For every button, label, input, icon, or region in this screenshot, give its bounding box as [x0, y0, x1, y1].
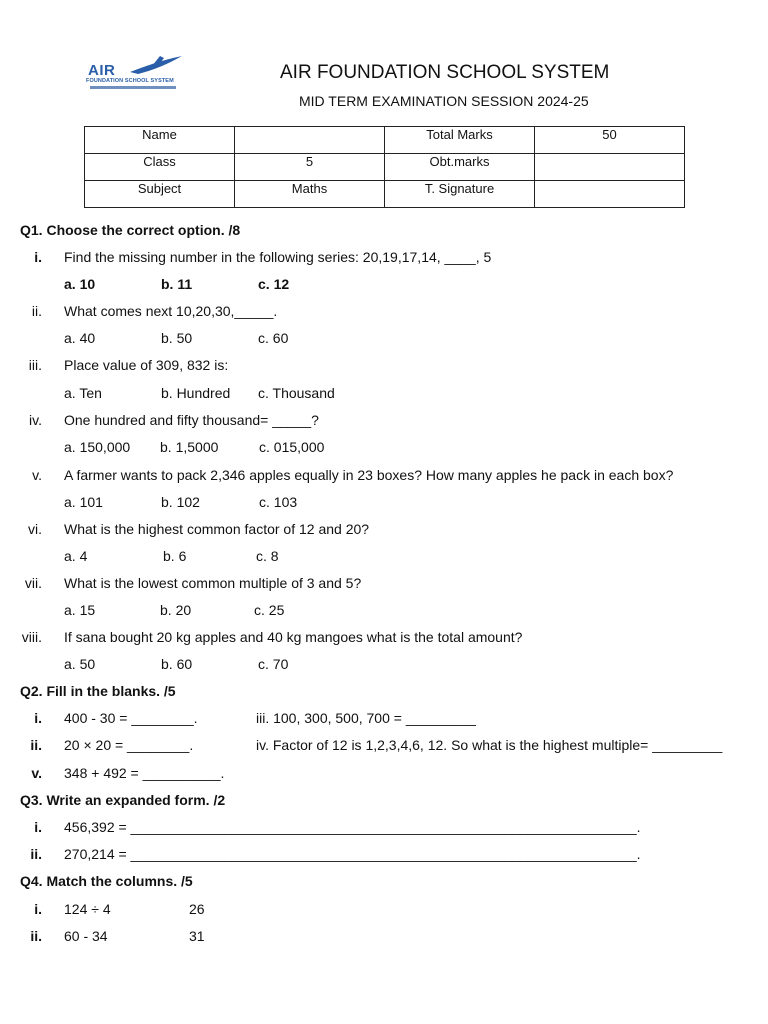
question-text: What is the lowest common multiple of 3 and 5? — [64, 575, 362, 591]
option-c[interactable]: c. 103 — [259, 494, 298, 510]
info-row — [85, 127, 685, 154]
logo-subline — [90, 86, 176, 89]
signature-field[interactable] — [535, 181, 685, 208]
blank-question[interactable]: 348 + 492 = __________. — [64, 765, 225, 781]
q1-heading: Q1. Choose the correct option. /8 — [20, 222, 241, 238]
question-number: vi. — [28, 521, 42, 537]
question-text: What comes next 10,20,30,_____. — [64, 303, 278, 319]
option-a[interactable]: a. 15 — [64, 602, 96, 618]
info-row — [85, 154, 685, 181]
name-field[interactable] — [235, 127, 385, 154]
info-cell: Obt.marks — [385, 154, 535, 181]
info-row — [85, 181, 685, 208]
question-number: ii. — [30, 928, 42, 944]
obt-marks-field[interactable] — [535, 154, 685, 181]
info-cell: 50 — [535, 127, 685, 154]
option-b[interactable]: b. 102 — [161, 494, 200, 510]
question-text: A farmer wants to pack 2,346 apples equally in 23 boxes? How many apples he pack in each box? — [64, 467, 674, 483]
question-number: v. — [32, 467, 42, 483]
option-b[interactable]: b. Hundred — [161, 385, 231, 401]
info-cell: Class — [85, 154, 235, 181]
logo-tagline: FOUNDATION SCHOOL SYSTEM — [86, 78, 174, 84]
match-right: 26 — [189, 901, 205, 917]
option-c[interactable]: c. 12 — [258, 276, 290, 292]
option-b[interactable]: b. 50 — [161, 330, 193, 346]
logo-text: AIR — [88, 62, 116, 79]
info-table — [84, 126, 685, 208]
question-text: If sana bought 20 kg apples and 40 kg mangoes what is the total amount? — [64, 629, 523, 645]
question-text: What is the highest common factor of 12 and 20? — [64, 521, 370, 537]
blank-question[interactable]: iv. Factor of 12 is 1,2,3,4,6, 12. So what is the highest multiple= _________ — [256, 737, 723, 753]
question-number: i. — [34, 710, 42, 726]
expanded-form-line[interactable]: 270,214 = _________________________________________________________________. — [64, 846, 641, 862]
option-b[interactable]: b. 1,5000 — [160, 439, 219, 455]
option-a[interactable]: a. 40 — [64, 330, 96, 346]
q4-heading: Q4. Match the columns. /5 — [20, 873, 193, 889]
info-cell: Name — [85, 127, 235, 154]
option-a[interactable]: a. 150,000 — [64, 439, 131, 455]
question-number: i. — [34, 819, 42, 835]
match-left: 124 ÷ 4 — [64, 901, 111, 917]
question-number: ii. — [30, 846, 42, 862]
question-number: i. — [34, 249, 42, 265]
question-text: One hundred and fifty thousand= _____? — [64, 412, 319, 428]
option-b[interactable]: b. 20 — [160, 602, 192, 618]
question-number: vii. — [24, 575, 42, 591]
match-left: 60 - 34 — [64, 928, 108, 944]
option-b[interactable]: b. 6 — [163, 548, 187, 564]
option-c[interactable]: c. Thousand — [258, 385, 335, 401]
question-number: i. — [34, 901, 42, 917]
question-number: viii. — [21, 629, 42, 645]
option-c[interactable]: c. 60 — [258, 330, 289, 346]
question-text: Place value of 309, 832 is: — [64, 357, 229, 373]
blank-question[interactable]: 20 × 20 = ________. — [64, 737, 194, 753]
info-cell: Subject — [85, 181, 235, 208]
option-c[interactable]: c. 70 — [258, 656, 289, 672]
info-cell: Maths — [235, 181, 385, 208]
info-cell: T. Signature — [385, 181, 535, 208]
school-name: AIR FOUNDATION SCHOOL SYSTEM — [280, 62, 610, 83]
info-cell: Total Marks — [385, 127, 535, 154]
option-c[interactable]: c. 015,000 — [259, 439, 325, 455]
option-a[interactable]: a. 10 — [64, 276, 96, 292]
option-a[interactable]: a. 50 — [64, 656, 96, 672]
option-b[interactable]: b. 60 — [161, 656, 193, 672]
match-right: 31 — [189, 928, 205, 944]
question-number: iii. — [28, 357, 42, 373]
question-number: v. — [31, 765, 42, 781]
question-number: ii. — [30, 737, 42, 753]
option-a[interactable]: a. Ten — [64, 385, 102, 401]
blank-question[interactable]: iii. 100, 300, 500, 700 = _________ — [256, 710, 476, 726]
option-c[interactable]: c. 8 — [256, 548, 279, 564]
school-logo — [84, 52, 184, 94]
q3-heading: Q3. Write an expanded form. /2 — [20, 792, 226, 808]
blank-question[interactable]: 400 - 30 = ________. — [64, 710, 198, 726]
q2-heading: Q2. Fill in the blanks. /5 — [20, 683, 176, 699]
question-number: ii. — [31, 303, 42, 319]
plane-icon — [128, 54, 184, 78]
option-a[interactable]: a. 101 — [64, 494, 103, 510]
option-b[interactable]: b. 11 — [161, 276, 193, 292]
expanded-form-line[interactable]: 456,392 = _________________________________________________________________. — [64, 819, 641, 835]
info-cell: 5 — [235, 154, 385, 181]
exam-title: MID TERM EXAMINATION SESSION 2024-25 — [299, 93, 589, 109]
option-c[interactable]: c. 25 — [254, 602, 285, 618]
question-text: Find the missing number in the following series: 20,19,17,14, ____, 5 — [64, 249, 492, 265]
option-a[interactable]: a. 4 — [64, 548, 88, 564]
question-number: iv. — [29, 412, 42, 428]
